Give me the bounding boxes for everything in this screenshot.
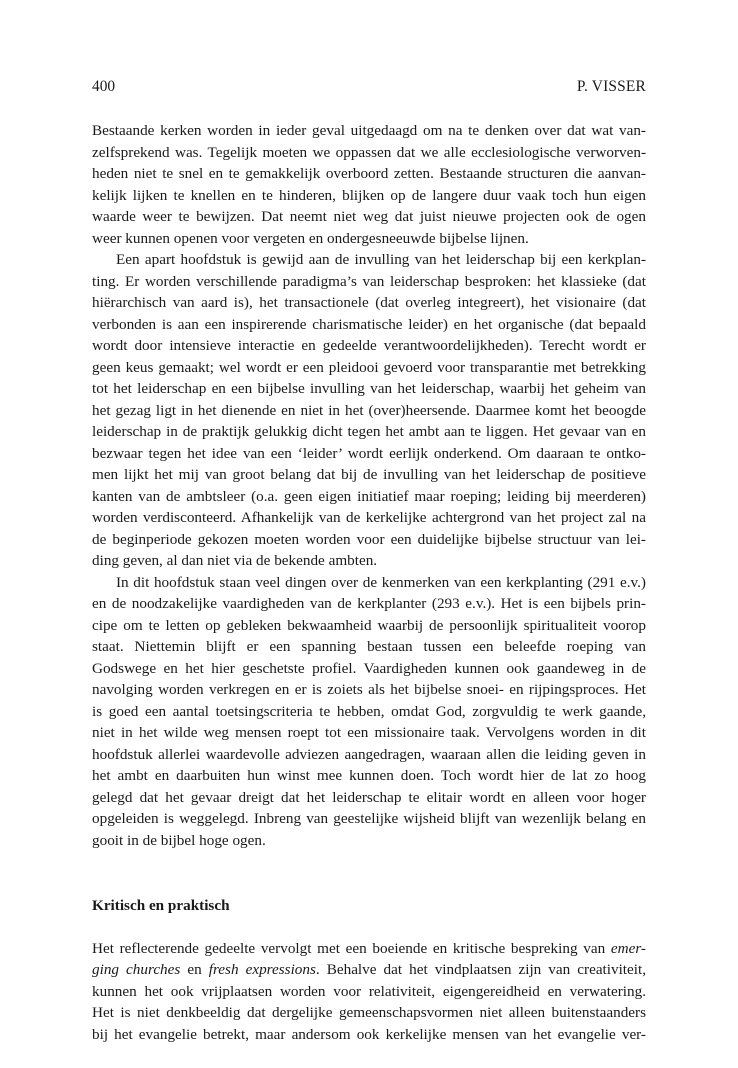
text-line: In dit hoofdstuk staan veel dingen over de kenmerken van een kerkplanting (291 e.v.) bbox=[116, 574, 646, 591]
text-line: kunnen het ook vrijplaatsen worden voor relativiteit, eigengereidheid en verwatering. bbox=[92, 983, 646, 1000]
text-line: hiërarchisch van aard is), het transactionele (dat overleg integreert), het visionaire (dat bbox=[92, 294, 646, 311]
text-line: tot het leiderschap en een bijbelse invulling van het leiderschap, waarbij het geheim van bbox=[92, 380, 646, 397]
emphasis-text: emer- bbox=[610, 940, 646, 957]
section-heading: Kritisch en praktisch bbox=[92, 897, 230, 914]
emphasis-text: fresh expressions bbox=[208, 961, 316, 978]
text-line: worden verdisconteerd. Afhankelijk van de kerkelijke achtergrond van het project zal na bbox=[92, 509, 646, 526]
text-line: gooit in de bijbel hoge ogen. bbox=[92, 832, 266, 849]
text-line: waarde weer te bewijzen. Dat neemt niet weg dat juist nieuwe projecten ook de ogen bbox=[92, 208, 646, 225]
text-line: cipe om te letten op gebleken bekwaamheid waarbij de persoonlijk spiritualiteit voorop bbox=[92, 617, 646, 634]
text-line: de beginperiode gekozen moeten worden voor een duidelijke bijbelse structuur van lei- bbox=[92, 531, 646, 548]
text-line: zelfsprekend was. Tegelijk moeten we oppassen dat we alle ecclesiologische verworven- bbox=[92, 144, 646, 161]
text-line: Het is niet denkbeeldig dat dergelijke gemeenschapsvormen niet alleen buitenstaanders bbox=[92, 1004, 646, 1021]
running-head-author: P. VISSER bbox=[576, 78, 646, 95]
text-line: opgeleiden is weggelegd. Inbreng van geestelijke wijsheid blijft van wezenlijk belang en bbox=[92, 810, 646, 827]
text-line: kelijk lijken te knellen en te hinderen, blijken op de langere duur vaak toch hun eigen bbox=[92, 187, 646, 204]
text-line bbox=[92, 939, 646, 959]
text-run: Het reflecterende gedeelte vervolgt met een boeiende en kritische bespreking van bbox=[92, 940, 611, 957]
text-line bbox=[92, 960, 646, 980]
text-line: bij het evangelie betrekt, maar andersom ook kerkelijke mensen van het evangelie ver- bbox=[92, 1026, 646, 1043]
text-line: bezwaar tegen het idee van een ‘leider’ wordt eerlijk onderkend. Om daaraan te ontko- bbox=[92, 445, 646, 462]
text-run: . Behalve dat het vindplaatsen zijn van creativiteit, bbox=[315, 961, 646, 978]
text-line: navolging worden verkregen en er is zoiets als het bijbelse snoei- en rijpingsproces. Het bbox=[92, 681, 646, 698]
text-line: geen keus gemaakt; wel wordt er een pleidooi gevoerd voor transparantie met betrekking bbox=[92, 359, 646, 376]
text-line: leiderschap in de praktijk gelukkig dicht tegen het ambt aan te liggen. Het gevaar van en bbox=[92, 423, 646, 440]
text-line: het gezag ligt in het dienende en niet in het (over)heersende. Daarmee komt het beoogde bbox=[92, 402, 646, 419]
text-line: ting. Er worden verschillende paradigma’s van leiderschap besproken: het klassieke (dat bbox=[92, 273, 646, 290]
text-line: niet in het wilde weg mensen roept tot een missionaire taak. Vervolgens worden in dit bbox=[92, 724, 646, 741]
text-line: het ambt en daarbuiten hun winst mee kunnen doen. Toch wordt hier de lat zo hoog bbox=[92, 767, 646, 784]
page-number: 400 bbox=[92, 78, 116, 95]
text-line: ding geven, al dan niet via de bekende ambten. bbox=[92, 552, 378, 569]
text-line: hoofdstuk allerlei waardevolle adviezen aangedragen, waaraan allen die leiding geven in bbox=[92, 746, 646, 763]
text-line: Bestaande kerken worden in ieder geval uitgedaagd om na te denken over dat wat van- bbox=[92, 122, 646, 139]
text-line: men lijkt het mij van groot belang dat bij de invulling van het leiderschap de positieve bbox=[92, 466, 646, 483]
text-line: is goed een aantal toetsingscriteria te hebben, omdat God, zorgvuldig te werk gaande, bbox=[92, 703, 646, 720]
emphasis-text: ging churches bbox=[92, 961, 181, 978]
running-header bbox=[92, 78, 646, 100]
text-line: kanten van de ambtsleer (o.a. geen eigen initiatief maar roeping; leiding bij meerderen) bbox=[92, 488, 646, 505]
text-line: wordt door intensieve interactie en gedeelde verantwoordelijkheden). Terecht wordt er bbox=[92, 337, 646, 354]
text-line: verbonden is aan een inspirerende charismatische leider) en het organische (dat bepaald bbox=[92, 316, 646, 333]
text-line: Een apart hoofdstuk is gewijd aan de invulling van het leiderschap bij een kerkplan- bbox=[116, 251, 646, 268]
text-line: Godswege en het hier geschetste profiel. Vaardigheden kunnen ook gaandeweg in de bbox=[92, 660, 646, 677]
text-line: heden niet te snel en te gemakkelijk overboord zetten. Bestaande structuren die aanvan- bbox=[92, 165, 646, 182]
text-line: staat. Niettemin blijft er een spanning bestaan tussen een beleefde roeping van bbox=[92, 638, 646, 655]
text-line: gelegd dat het gevaar dreigt dat het leiderschap te elitair wordt en alleen voor hoger bbox=[92, 789, 646, 806]
text-line: en de noodzakelijke vaardigheden van de kerkplanter (293 e.v.). Het is een bijbels prin- bbox=[92, 595, 646, 612]
text-line: weer kunnen openen voor vergeten en ondergesneeuwde bijbelse lijnen. bbox=[92, 230, 529, 247]
text-run: en bbox=[180, 961, 209, 978]
